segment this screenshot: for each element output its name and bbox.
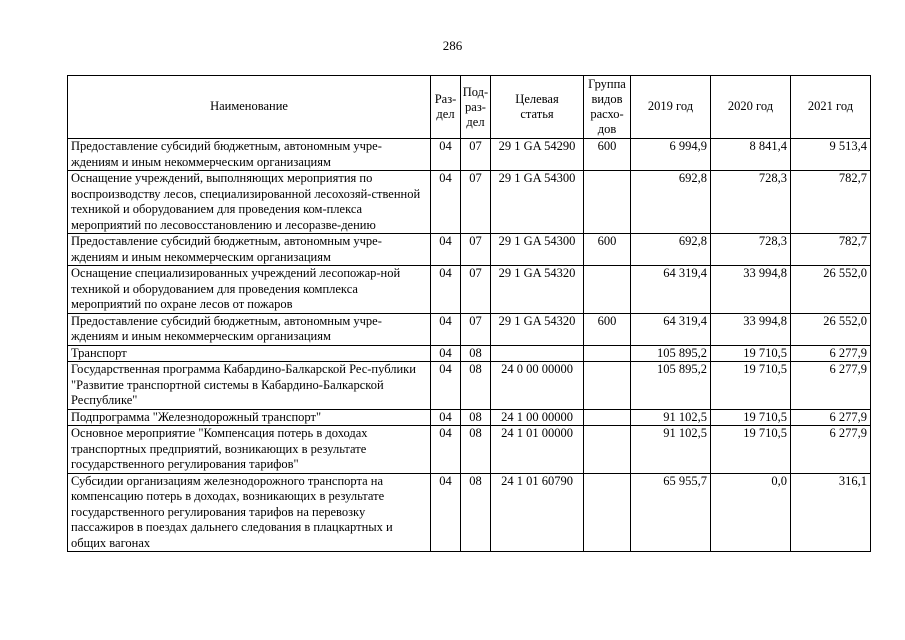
cell-2019: 692,8: [631, 171, 711, 234]
table-body: [68, 139, 871, 552]
cell-section: 04: [431, 313, 461, 345]
cell-subsection: 08: [461, 426, 491, 474]
cell-target-article: 29 1 GA 54300: [491, 171, 584, 234]
cell-target-article: 24 1 00 00000: [491, 409, 584, 426]
cell-subsection: 07: [461, 139, 491, 171]
cell-subsection: 08: [461, 473, 491, 552]
cell-expense-group: [584, 426, 631, 474]
cell-section: 04: [431, 345, 461, 362]
cell-name: Субсидии организациям железнодорожного транспорта на компенсацию потерь в доходах, возникающих в результате государственного регулирования тарифов на перевозку пассажиров в поездах дальнего следования в плацкартных и общих вагонах: [68, 473, 431, 552]
cell-name: Предоставление субсидий бюджетным, автономным учре-ждениям и иным некоммерческим организациям: [68, 313, 431, 345]
cell-2019: 692,8: [631, 234, 711, 266]
header-section: Раз- дел: [431, 76, 461, 139]
cell-expense-group: [584, 362, 631, 410]
header-row: [68, 76, 871, 139]
cell-subsection: 07: [461, 171, 491, 234]
cell-2019: 64 319,4: [631, 266, 711, 314]
cell-2020: 19 710,5: [711, 426, 791, 474]
cell-section: 04: [431, 171, 461, 234]
cell-name: Оснащение специализированных учреждений лесопожар-ной техникой и оборудованием для проведения комплекса мероприятий по охране лесов от пожаров: [68, 266, 431, 314]
cell-target-article: 29 1 GA 54320: [491, 313, 584, 345]
cell-2021: 9 513,4: [791, 139, 871, 171]
cell-2021: 6 277,9: [791, 409, 871, 426]
cell-name: Оснащение учреждений, выполняющих мероприятия по воспроизводству лесов, специализированной лесохозяй-ственной техникой и оборудованием для проведения ком-плекса мероприятий по лесовосстановлению и лесоразве-дению: [68, 171, 431, 234]
cell-2020: 728,3: [711, 171, 791, 234]
header-name: Наименование: [68, 76, 431, 139]
cell-expense-group: 600: [584, 139, 631, 171]
table-row: [68, 473, 871, 552]
cell-2019: 65 955,7: [631, 473, 711, 552]
cell-2021: 6 277,9: [791, 362, 871, 410]
cell-section: 04: [431, 362, 461, 410]
budget-table: [67, 75, 871, 552]
cell-2019: 105 895,2: [631, 345, 711, 362]
cell-expense-group: [584, 266, 631, 314]
cell-2019: 91 102,5: [631, 409, 711, 426]
cell-2020: 8 841,4: [711, 139, 791, 171]
header-subsection: Под- раз- дел: [461, 76, 491, 139]
cell-name: Подпрограмма "Железнодорожный транспорт": [68, 409, 431, 426]
cell-2019: 64 319,4: [631, 313, 711, 345]
table-row: [68, 171, 871, 234]
page-number: 286: [442, 38, 463, 53]
cell-2021: 6 277,9: [791, 426, 871, 474]
table-row: [68, 345, 871, 362]
cell-name: Транспорт: [68, 345, 431, 362]
cell-expense-group: [584, 345, 631, 362]
table-row: [68, 362, 871, 410]
cell-2020: 33 994,8: [711, 313, 791, 345]
cell-name: Предоставление субсидий бюджетным, автономным учре-ждениям и иным некоммерческим организациям: [68, 234, 431, 266]
cell-subsection: 08: [461, 345, 491, 362]
header-2021: 2021 год: [791, 76, 871, 139]
cell-2020: 728,3: [711, 234, 791, 266]
cell-subsection: 07: [461, 313, 491, 345]
cell-subsection: 08: [461, 409, 491, 426]
cell-expense-group: 600: [584, 313, 631, 345]
table-row: [68, 426, 871, 474]
header-2020: 2020 год: [711, 76, 791, 139]
table-row: [68, 313, 871, 345]
cell-subsection: 07: [461, 234, 491, 266]
header-target: Целевая статья: [491, 76, 584, 139]
cell-section: 04: [431, 409, 461, 426]
cell-2020: 19 710,5: [711, 362, 791, 410]
cell-2021: 26 552,0: [791, 313, 871, 345]
cell-section: 04: [431, 266, 461, 314]
cell-section: 04: [431, 234, 461, 266]
cell-target-article: 24 0 00 00000: [491, 362, 584, 410]
cell-expense-group: [584, 171, 631, 234]
cell-2021: 26 552,0: [791, 266, 871, 314]
cell-2019: 91 102,5: [631, 426, 711, 474]
cell-name: Предоставление субсидий бюджетным, автономным учре-ждениям и иным некоммерческим организациям: [68, 139, 431, 171]
cell-2021: 316,1: [791, 473, 871, 552]
cell-2019: 6 994,9: [631, 139, 711, 171]
cell-section: 04: [431, 473, 461, 552]
cell-section: 04: [431, 139, 461, 171]
cell-expense-group: 600: [584, 234, 631, 266]
cell-2021: 782,7: [791, 171, 871, 234]
cell-2020: 33 994,8: [711, 266, 791, 314]
cell-2021: 782,7: [791, 234, 871, 266]
cell-2021: 6 277,9: [791, 345, 871, 362]
cell-target-article: 29 1 GA 54290: [491, 139, 584, 171]
table-header: [68, 76, 871, 139]
cell-target-article: 29 1 GA 54320: [491, 266, 584, 314]
cell-section: 04: [431, 426, 461, 474]
cell-expense-group: [584, 409, 631, 426]
cell-2019: 105 895,2: [631, 362, 711, 410]
cell-name: Основное мероприятие "Компенсация потерь в доходах транспортных предприятий, возникающих в результате государственного регулирования тарифов": [68, 426, 431, 474]
table-row: [68, 409, 871, 426]
cell-name: Государственная программа Кабардино-Балкарской Рес-публики "Развитие транспортной системы в Кабардино-Балкарской Республике": [68, 362, 431, 410]
cell-subsection: 07: [461, 266, 491, 314]
cell-2020: 0,0: [711, 473, 791, 552]
cell-2020: 19 710,5: [711, 409, 791, 426]
cell-expense-group: [584, 473, 631, 552]
table-row: [68, 266, 871, 314]
cell-target-article: 24 1 01 00000: [491, 426, 584, 474]
header-expense-group: Группа видов расхо- дов: [584, 76, 631, 139]
table-row: [68, 234, 871, 266]
cell-target-article: 24 1 01 60790: [491, 473, 584, 552]
cell-target-article: [491, 345, 584, 362]
table-row: [68, 139, 871, 171]
cell-target-article: 29 1 GA 54300: [491, 234, 584, 266]
cell-subsection: 08: [461, 362, 491, 410]
cell-2020: 19 710,5: [711, 345, 791, 362]
header-2019: 2019 год: [631, 76, 711, 139]
